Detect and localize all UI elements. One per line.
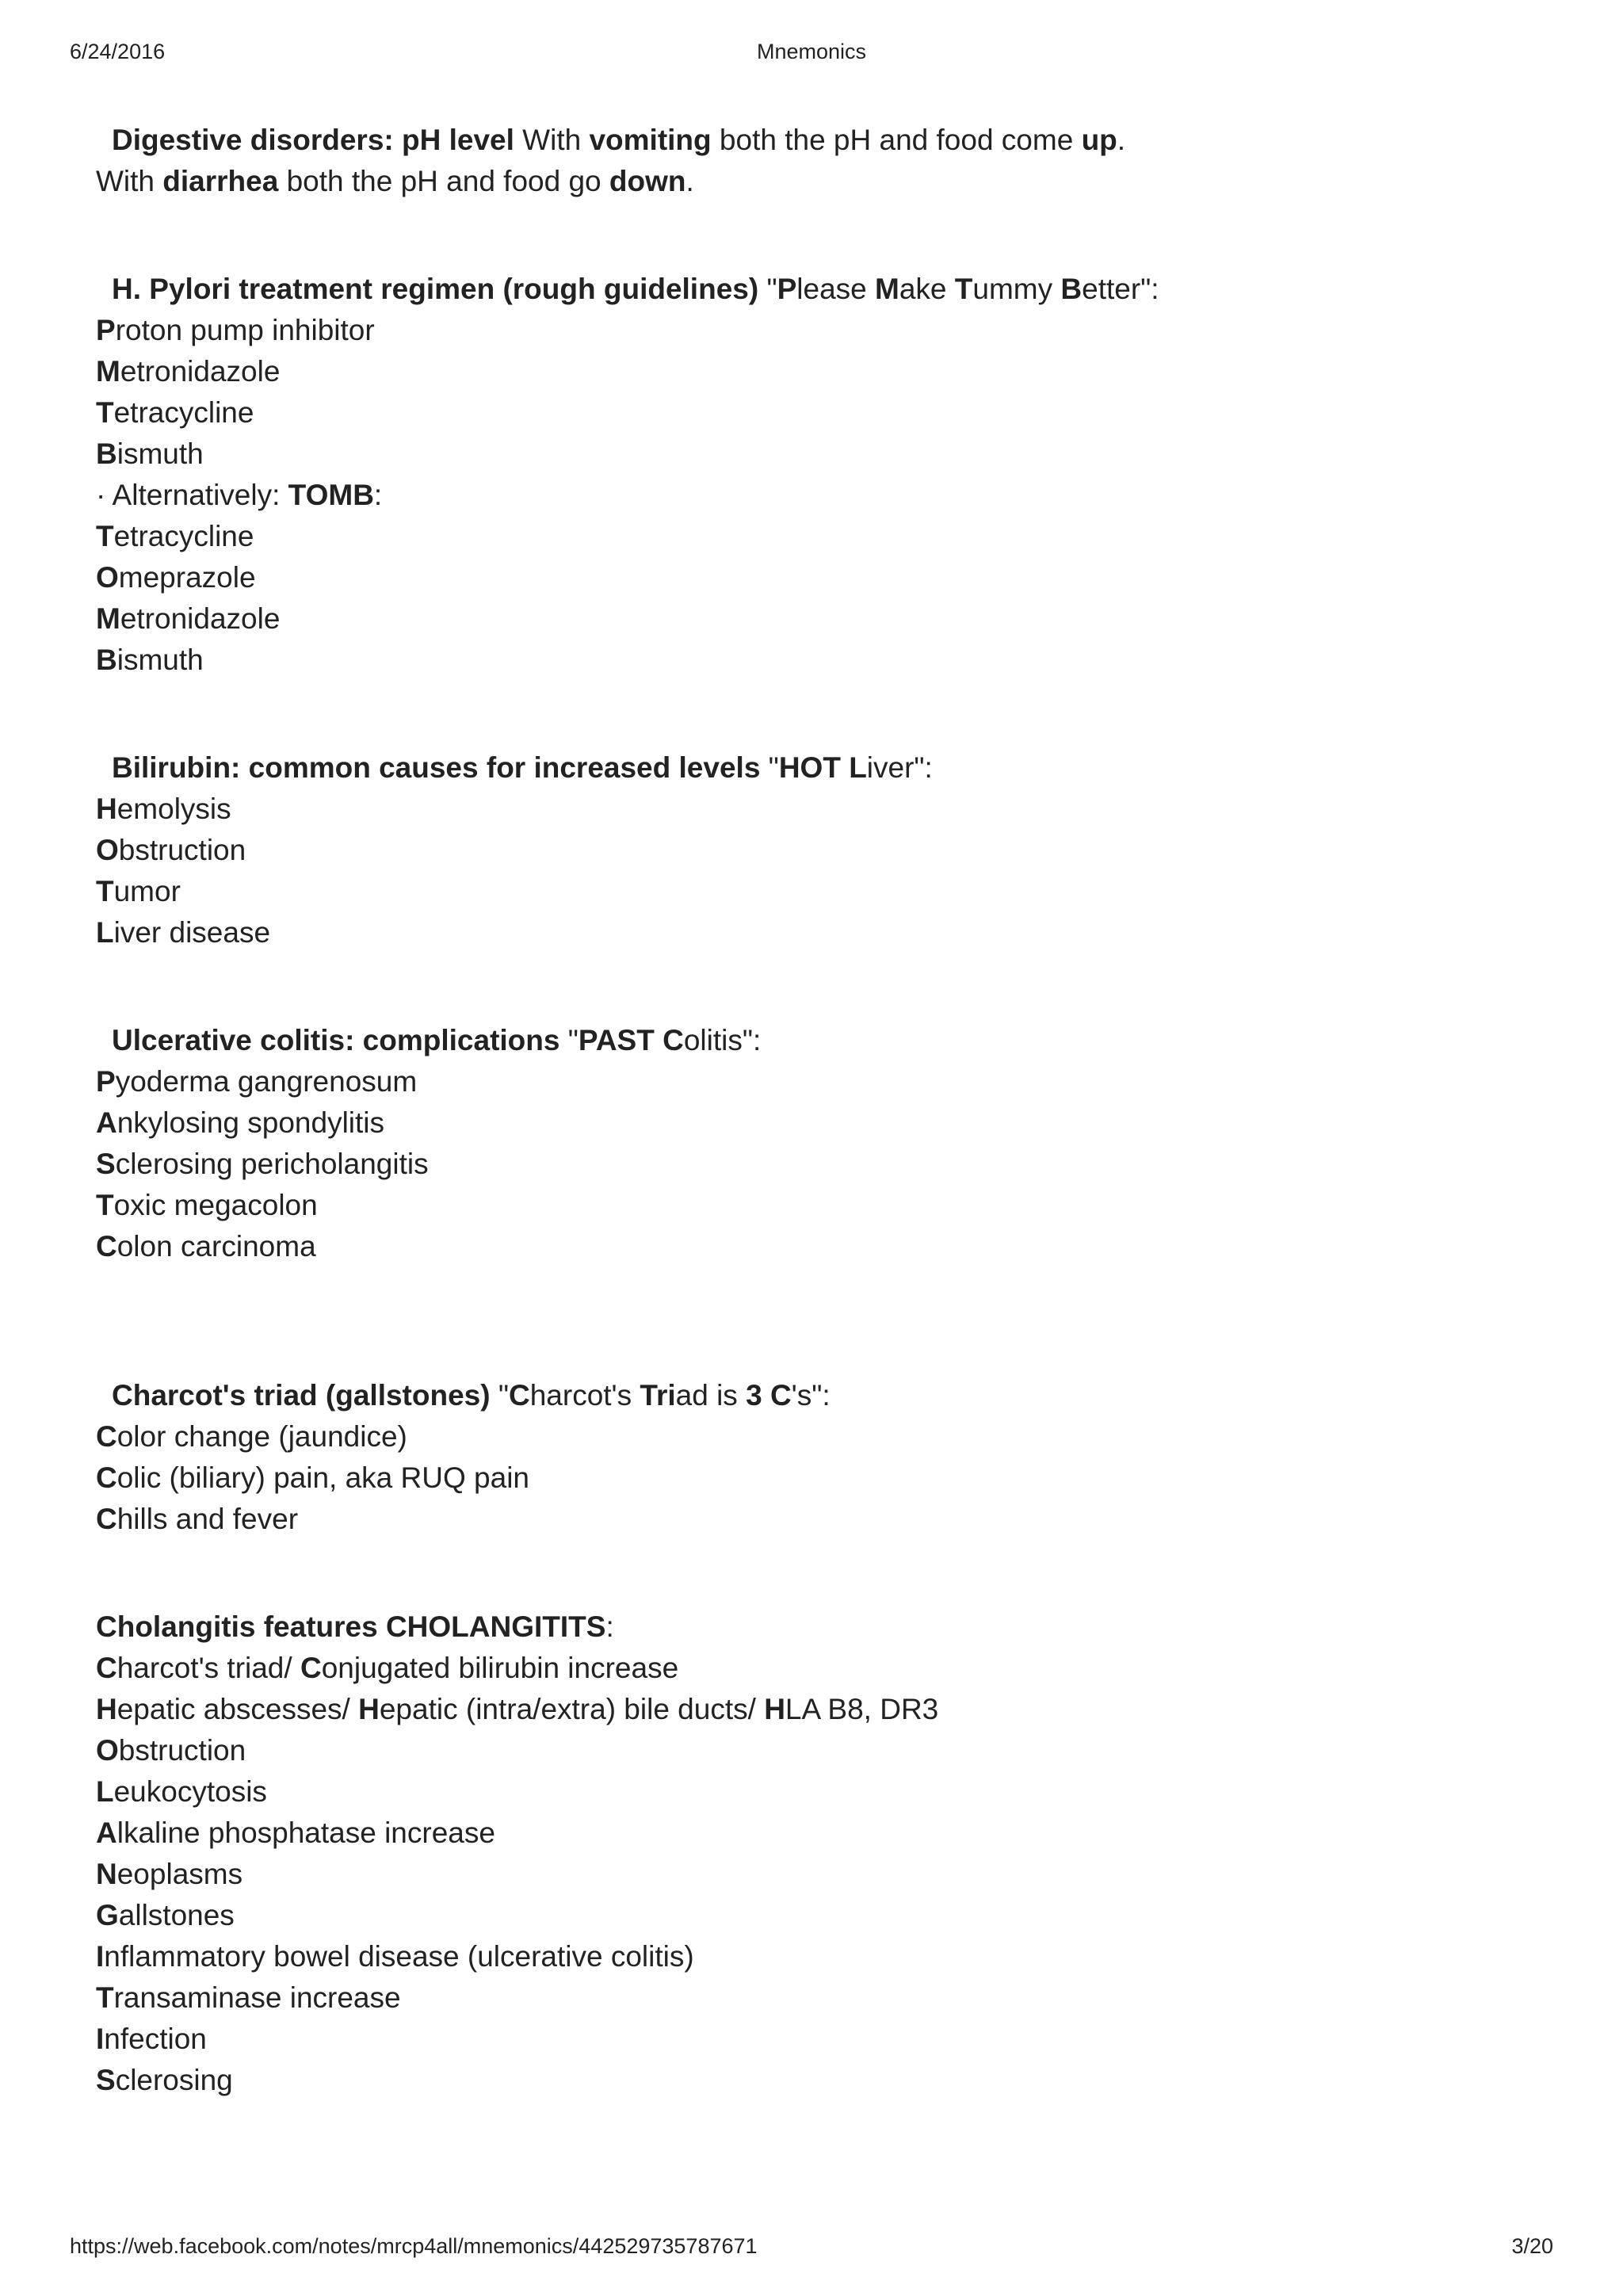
text: ad is bbox=[675, 1379, 747, 1412]
text: " bbox=[760, 751, 779, 784]
text: umor bbox=[113, 875, 181, 907]
text: ismuth bbox=[116, 437, 204, 470]
text: both the pH and food come bbox=[711, 124, 1082, 156]
text: meprazole bbox=[118, 561, 256, 594]
text: ummy bbox=[972, 273, 1061, 305]
mnemonic-line bbox=[96, 1226, 1522, 1267]
mnemonic-heading bbox=[96, 1606, 1522, 1648]
mnemonic-line bbox=[96, 1185, 1522, 1226]
bold-text: L bbox=[96, 1775, 114, 1808]
text: harcot's bbox=[529, 1379, 640, 1412]
mnemonic-line bbox=[96, 1061, 1522, 1102]
text: With bbox=[96, 165, 163, 197]
text: yoderma gangrenosum bbox=[115, 1065, 418, 1098]
bold-text: Bilirubin: common causes for increased levels bbox=[112, 751, 761, 784]
text: epatic abscesses/ bbox=[116, 1693, 359, 1725]
mnemonic-line bbox=[96, 1771, 1522, 1813]
text: " bbox=[758, 273, 777, 305]
page-number: 3/20 bbox=[1511, 2234, 1553, 2258]
text: . bbox=[1117, 124, 1126, 156]
text: both the pH and food go bbox=[278, 165, 609, 197]
bold-text: M bbox=[875, 273, 899, 305]
source-url: https://web.facebook.com/notes/mrcp4all/mnemonics/442529735787671 bbox=[70, 2234, 758, 2258]
text: : bbox=[605, 1610, 614, 1643]
mnemonic-line bbox=[96, 1977, 1522, 2019]
bold-text: H bbox=[764, 1693, 785, 1725]
mnemonic-line bbox=[96, 557, 1522, 598]
text: allstones bbox=[118, 1899, 235, 1931]
mnemonic-line bbox=[96, 1499, 1522, 1540]
bold-text: Charcot's triad (gallstones) bbox=[112, 1379, 491, 1412]
mnemonic-heading bbox=[96, 1375, 1522, 1416]
text: iver disease bbox=[113, 916, 271, 949]
bold-text: S bbox=[96, 1148, 116, 1180]
mnemonic-line bbox=[96, 161, 1522, 202]
mnemonic-line bbox=[96, 1144, 1522, 1185]
text: emolysis bbox=[116, 793, 231, 825]
text: · Alternatively: bbox=[96, 479, 288, 511]
bold-text: I bbox=[96, 1940, 105, 1973]
mnemonic-line bbox=[96, 830, 1522, 871]
text: harcot's triad/ bbox=[116, 1652, 300, 1684]
page-header bbox=[70, 40, 1553, 67]
mnemonic-line bbox=[96, 475, 1522, 516]
bold-text: TOMB bbox=[288, 479, 374, 511]
bold-text: down bbox=[609, 165, 686, 197]
text: eoplasms bbox=[116, 1858, 243, 1890]
mnemonic-line bbox=[96, 1416, 1522, 1457]
bold-text: P bbox=[96, 1065, 116, 1098]
text: etronidazole bbox=[120, 355, 281, 388]
bold-text: C bbox=[96, 1461, 117, 1494]
mnemonic-line bbox=[96, 789, 1522, 830]
mnemonic-line bbox=[96, 392, 1522, 434]
mnemonic-line bbox=[96, 1730, 1522, 1771]
text: onjugated bilirubin increase bbox=[321, 1652, 679, 1684]
text: eukocytosis bbox=[113, 1775, 267, 1808]
text: clerosing bbox=[115, 2064, 233, 2096]
text: lease bbox=[796, 273, 876, 305]
bold-text: B bbox=[96, 644, 117, 676]
document-body bbox=[96, 120, 1522, 2101]
mnemonic-line bbox=[96, 1895, 1522, 1936]
mnemonic-section bbox=[96, 747, 1522, 953]
text: etracycline bbox=[113, 396, 254, 429]
bold-text: M bbox=[96, 602, 120, 635]
print-date: 6/24/2016 bbox=[70, 40, 166, 63]
bold-text: M bbox=[96, 355, 120, 388]
mnemonic-line bbox=[96, 1648, 1522, 1689]
mnemonic-line bbox=[96, 640, 1522, 681]
text: " bbox=[490, 1379, 509, 1412]
mnemonic-section bbox=[96, 1606, 1522, 2101]
text: With bbox=[514, 124, 590, 156]
text: clerosing pericholangitis bbox=[115, 1148, 429, 1180]
mnemonic-line bbox=[96, 2019, 1522, 2060]
bold-text: 3 C bbox=[746, 1379, 792, 1412]
bold-text: H. Pylori treatment regimen (rough guidelines) bbox=[112, 273, 759, 305]
text: bstruction bbox=[118, 1734, 246, 1767]
mnemonic-line bbox=[96, 1854, 1522, 1895]
bold-text: T bbox=[96, 520, 114, 552]
bold-text: T bbox=[96, 875, 114, 907]
bold-text: N bbox=[96, 1858, 117, 1890]
mnemonic-line bbox=[96, 871, 1522, 912]
bold-text: C bbox=[96, 1420, 117, 1453]
bold-text: C bbox=[508, 1379, 530, 1412]
text: epatic (intra/extra) bile ducts/ bbox=[379, 1693, 765, 1725]
mnemonic-line bbox=[96, 516, 1522, 557]
text: ransaminase increase bbox=[113, 1981, 401, 2014]
mnemonic-heading bbox=[96, 120, 1522, 161]
bold-text: O bbox=[96, 561, 119, 594]
text: roton pump inhibitor bbox=[115, 314, 375, 346]
bold-text: H bbox=[96, 1693, 117, 1725]
bold-text: P bbox=[777, 273, 797, 305]
text: etter": bbox=[1082, 273, 1159, 305]
mnemonic-section bbox=[96, 120, 1522, 202]
text: nkylosing spondylitis bbox=[116, 1106, 385, 1139]
bold-text: C bbox=[300, 1652, 322, 1684]
bold-text: B bbox=[1060, 273, 1083, 305]
bold-text: T bbox=[96, 396, 114, 429]
text: : bbox=[373, 479, 383, 511]
bold-text: B bbox=[96, 437, 117, 470]
mnemonic-line bbox=[96, 598, 1522, 640]
bold-text: vomiting bbox=[589, 124, 712, 156]
text: . bbox=[685, 165, 694, 197]
text: LA B8, DR3 bbox=[785, 1693, 939, 1725]
text: nflammatory bowel disease (ulcerative colitis) bbox=[104, 1940, 694, 1973]
mnemonic-line bbox=[96, 1936, 1522, 1977]
text: ismuth bbox=[116, 644, 204, 676]
text: olitis": bbox=[683, 1024, 762, 1056]
bold-text: C bbox=[96, 1652, 117, 1684]
text: olon carcinoma bbox=[116, 1230, 316, 1263]
bold-text: H bbox=[358, 1693, 380, 1725]
bold-text: C bbox=[96, 1230, 117, 1263]
mnemonic-heading bbox=[96, 1020, 1522, 1061]
mnemonic-line bbox=[96, 1457, 1522, 1499]
mnemonic-heading bbox=[96, 747, 1522, 789]
bold-text: S bbox=[96, 2064, 116, 2096]
mnemonic-line bbox=[96, 351, 1522, 392]
mnemonic-section bbox=[96, 1375, 1522, 1540]
bold-text: T bbox=[96, 1189, 114, 1221]
bold-text: O bbox=[96, 834, 119, 866]
bold-text: O bbox=[96, 1734, 119, 1767]
text: olic (biliary) pain, aka RUQ pain bbox=[116, 1461, 529, 1494]
text: bstruction bbox=[118, 834, 246, 866]
bold-text: Ulcerative colitis: complications bbox=[112, 1024, 560, 1056]
mnemonic-line bbox=[96, 434, 1522, 475]
text: oxic megacolon bbox=[113, 1189, 318, 1221]
page-title: Mnemonics bbox=[756, 40, 867, 63]
bold-text: Cholangitis features CHOLANGITITS bbox=[96, 1610, 606, 1643]
text: 's": bbox=[791, 1379, 831, 1412]
mnemonic-line bbox=[96, 2060, 1522, 2101]
mnemonic-section bbox=[96, 1020, 1522, 1267]
bold-text: G bbox=[96, 1899, 119, 1931]
mnemonic-line bbox=[96, 912, 1522, 953]
mnemonic-heading bbox=[96, 269, 1522, 310]
mnemonic-line bbox=[96, 1813, 1522, 1854]
text: ake bbox=[899, 273, 955, 305]
bold-text: diarrhea bbox=[162, 165, 279, 197]
bold-text: HOT L bbox=[778, 751, 867, 784]
mnemonic-line bbox=[96, 1102, 1522, 1144]
bold-text: A bbox=[96, 1817, 117, 1849]
page-footer bbox=[70, 2234, 1553, 2261]
bold-text: up bbox=[1081, 124, 1117, 156]
bold-text: Tri bbox=[640, 1379, 676, 1412]
mnemonic-line bbox=[96, 310, 1522, 351]
bold-text: T bbox=[96, 1981, 114, 2014]
text: hills and fever bbox=[116, 1503, 299, 1535]
text: nfection bbox=[104, 2023, 207, 2055]
bold-text: T bbox=[954, 273, 973, 305]
bold-text: A bbox=[96, 1106, 117, 1139]
text: etronidazole bbox=[120, 602, 281, 635]
bold-text: H bbox=[96, 793, 117, 825]
text: olor change (jaundice) bbox=[116, 1420, 407, 1453]
bold-text: I bbox=[96, 2023, 105, 2055]
bold-text: Digestive disorders: pH level bbox=[112, 124, 514, 156]
bold-text: PAST C bbox=[578, 1024, 684, 1056]
bold-text: P bbox=[96, 314, 116, 346]
mnemonic-line bbox=[96, 1689, 1522, 1730]
mnemonic-section bbox=[96, 269, 1522, 681]
text: iver": bbox=[866, 751, 933, 784]
text: etracycline bbox=[113, 520, 254, 552]
bold-text: L bbox=[96, 916, 114, 949]
bold-text: C bbox=[96, 1503, 117, 1535]
text: lkaline phosphatase increase bbox=[116, 1817, 495, 1849]
text: " bbox=[559, 1024, 579, 1056]
